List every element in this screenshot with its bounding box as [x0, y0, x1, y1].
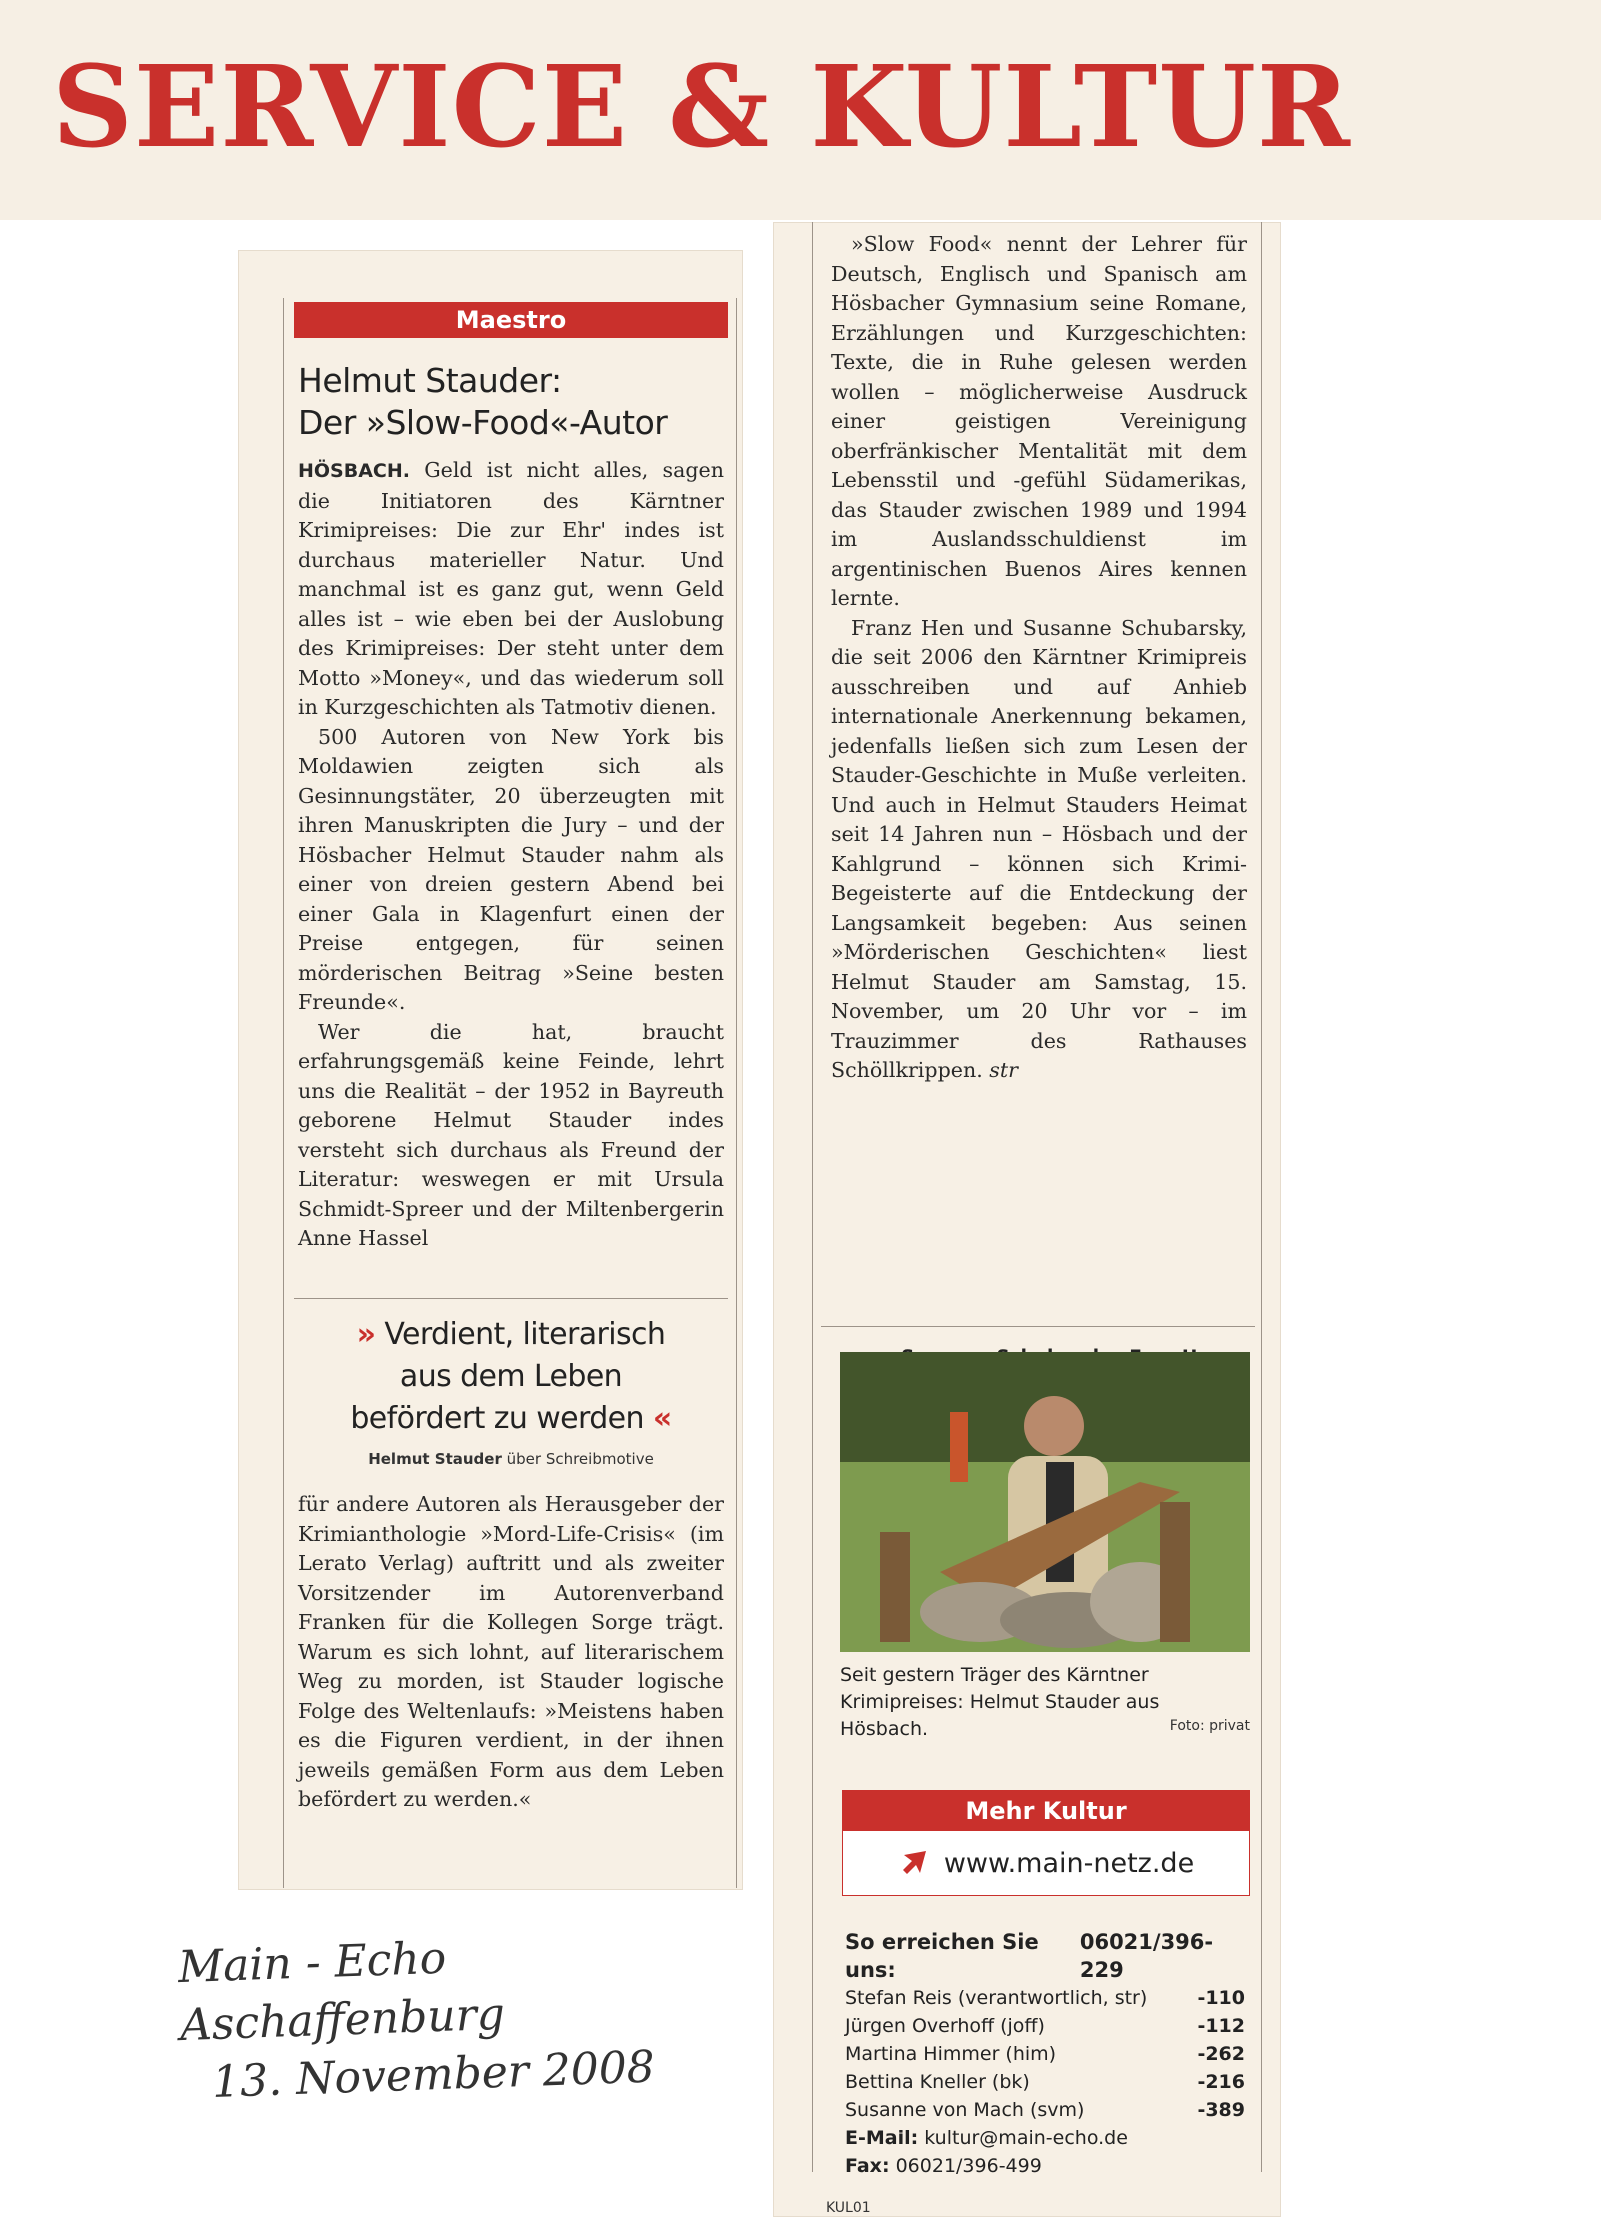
author-initials: str: [989, 1058, 1018, 1082]
contact-label: So erreichen Sie uns:: [845, 1930, 1039, 1982]
contact-row: [845, 1984, 1245, 2012]
paragraph-2: 500 Autoren von New York bis Moldawien zeigten sich als Gesinnungstäter, 20 überzeugten mit ihren Manuskripten die Jury – und der Hösbacher Helmut Stauder nahm als einer von dreien gestern Abend bei einer Gala in Klagenfurt einen der Preise entgegen, für seinen mörderischen Beitrag »Seine besten Freunde«.: [298, 724, 724, 1014]
contact-name: Susanne von Mach (svm): [845, 2099, 1085, 2121]
quote-line-2: aus dem Leben: [399, 1359, 623, 1394]
paragraph-5: »Slow Food« nennt der Lehrer für Deutsch, Englisch und Spanisch am Hösbacher Gymnasium seine Romane, Erzählungen und Kurzgeschichten: Texte, die in Ruhe gelesen werden wollen – möglicherweise Ausdruck einer geistigen Vereinigung oberfränkischer Mentalität mit dem Lebensstil und -gefühl Südamerikas, das Stauder zwischen 1989 und 1994 im Auslandsschuldienst im argentinischen Buenos Aires kennen lernte.: [831, 232, 1247, 610]
author-photo: [840, 1352, 1250, 1652]
contact-extension: -262: [1197, 2043, 1245, 2065]
contact-row: [845, 2040, 1245, 2068]
email-address[interactable]: kultur@main-echo.de: [924, 2127, 1128, 2149]
kicker-maestro: Maestro: [294, 302, 728, 338]
contact-heading: [845, 1928, 1245, 1984]
contact-name: Martina Himmer (him): [845, 2043, 1057, 2065]
article-body-left-continued: [298, 1490, 724, 1815]
mehr-kultur-box[interactable]: [842, 1790, 1250, 1896]
headline-line-2: Der »Slow-Food«-Autor: [298, 403, 668, 442]
article-headline: [298, 360, 728, 444]
contact-name: Bettina Kneller (bk): [845, 2071, 1030, 2093]
page-code: KUL01: [826, 2200, 871, 2216]
contact-row: [845, 2068, 1245, 2096]
paragraph-3: Wer die hat, braucht erfahrungsgemäß keine Feinde, lehrt uns die Realität – der 1952 in Bayreuth geborene Helmut Stauder indes versteht sich durchaus als Freund der Literatur: weswegen er mit Ursula Schmidt-Spreer und der Miltenbergerin Anne Hassel: [298, 1019, 724, 1250]
contact-name: Stefan Reis (verantwortlich, str): [845, 1987, 1148, 2009]
contact-fax: [845, 2152, 1245, 2180]
contact-block: [845, 1928, 1245, 2180]
mehr-kultur-link-row[interactable]: [843, 1831, 1249, 1895]
quote-source-rest: über Schreibmotive: [501, 1450, 654, 1468]
handwritten-line-1: Main - Echo: [177, 1932, 447, 1994]
mehr-kultur-url[interactable]: www.main-netz.de: [943, 1847, 1195, 1879]
dateline: HÖSBACH.: [298, 460, 410, 482]
fax-label: Fax:: [845, 2155, 890, 2177]
quote-line-3: [294, 1398, 728, 1440]
contact-email: [845, 2124, 1245, 2152]
quote-close-mark: «: [652, 1401, 672, 1436]
handwritten-line-3: 13. November 2008: [211, 2041, 656, 2108]
mehr-kultur-title: Mehr Kultur: [843, 1791, 1249, 1831]
book-divider: [821, 1326, 1255, 1327]
contact-extension: -216: [1197, 2071, 1245, 2093]
quote-divider-top: [294, 1298, 728, 1299]
paragraph-1-text: Geld ist nicht alles, sagen die Initiatoren des Kärntner Krimipreises: Die zur Ehr' indes ist durchaus materieller Natur. Und manchmal ist es ganz gut, wenn Geld alles ist – wie eben bei der Auslobung des Krimipreises: Der steht unter dem Motto »Money«, und das wiederum soll in Kurzgeschichten als Tatmotiv dienen.: [298, 458, 724, 719]
contact-extension: -112: [1197, 2015, 1245, 2037]
contact-row: [845, 2012, 1245, 2040]
quote-open-mark: »: [356, 1317, 376, 1352]
handwritten-line-2: Aschaffenburg: [179, 1988, 506, 2052]
article-body-left: [298, 456, 724, 1254]
article-column-left: [283, 298, 737, 1888]
headline-line-1: Helmut Stauder:: [298, 361, 562, 400]
contact-phone: 06021/396-229: [1079, 1930, 1214, 1982]
arrow-icon: [898, 1847, 930, 1879]
fax-number: 06021/396-499: [895, 2155, 1042, 2177]
quote-line-1-text: Verdient, literarisch: [384, 1317, 666, 1352]
handwritten-note: [177, 1921, 703, 2113]
contact-name: Jürgen Overhoff (joff): [845, 2015, 1045, 2037]
paragraph-6: [831, 614, 1247, 1086]
paragraph-1: [298, 456, 724, 723]
contact-row: [845, 2096, 1245, 2124]
contact-extension: -389: [1197, 2099, 1245, 2121]
quote-source: [294, 1450, 728, 1468]
paragraph-6-text: Franz Hen und Susanne Schubarsky, die seit 2006 den Kärntner Krimipreis ausschreiben und auf Anhieb internationale Anerkennung bekamen, jedenfalls ließen sich zum Lesen der Stauder-Geschichte in Muße verleiten. Und auch in Helmut Stauders Heimat seit 14 Jahren nun – Hösbach und der Kahlgrund – können sich Krimi-Begeisterte auf die Entdeckung der Langsamkeit begeben: Aus seinen »Mörderischen Geschichten« liest Helmut Stauder am Samstag, 15. November, um 20 Uhr vor – im Trauzimmer des Rathauses Schöllkrippen.: [831, 615, 1247, 1082]
quote-source-name: Helmut Stauder: [368, 1450, 502, 1468]
contact-extension: -110: [1197, 1987, 1245, 2009]
pull-quote: [294, 1314, 728, 1440]
quote-line-1: [294, 1314, 728, 1356]
article-body-right: [831, 230, 1247, 1086]
photo-credit: Foto: privat: [1169, 1718, 1250, 1734]
paragraph-4: für andere Autoren als Herausgeber der Krimianthologie »Mord-Life-Crisis« (im Lerato Verlag) auftritt und als zweiter Vorsitzender im Autorenverband Franken für die Kollegen Sorge trägt. Warum es sich lohnt, auf literarischem Weg zu morden, ist Stauder logische Folge des Weltenlaufs: »Meistens haben es die Figuren verdient, in der ihnen jeweils gemäßen Form aus dem Leben befördert zu werden.«: [298, 1492, 724, 1811]
email-label: E-Mail:: [845, 2127, 919, 2149]
photo-illustration: [840, 1352, 1250, 1652]
quote-line-3-text: befördert zu werden: [350, 1401, 644, 1436]
photo-caption: Seit gestern Träger des Kärntner Krimipreises: Helmut Stauder aus Hösbach.: [840, 1664, 1160, 1740]
section-masthead: SERVICE & KULTUR: [52, 42, 1351, 173]
